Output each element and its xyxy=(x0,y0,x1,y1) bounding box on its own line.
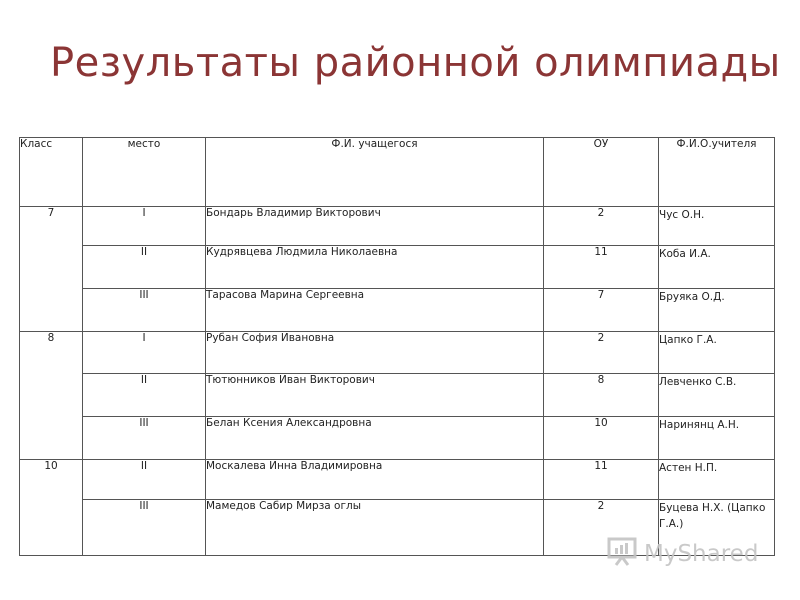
teacher-cell: Астен Н.П. xyxy=(659,460,775,500)
header-school: ОУ xyxy=(544,138,659,207)
school-cell: 2 xyxy=(544,332,659,374)
student-cell: Тарасова Марина Сергеевна xyxy=(206,289,544,332)
place-cell: III xyxy=(83,417,206,460)
table-row xyxy=(20,246,775,289)
teacher-cell: Левченко С.В. xyxy=(659,374,775,417)
student-cell: Белан Ксения Александровна xyxy=(206,417,544,460)
teacher-cell: Наринянц А.Н. xyxy=(659,417,775,460)
watermark-text: MyShared xyxy=(644,541,759,567)
table-row xyxy=(20,207,775,246)
place-cell: II xyxy=(83,246,206,289)
table-row xyxy=(20,374,775,417)
school-cell: 11 xyxy=(544,460,659,500)
school-cell: 8 xyxy=(544,374,659,417)
presentation-board-icon xyxy=(606,536,644,572)
place-cell: III xyxy=(83,289,206,332)
class-cell: 7 xyxy=(20,207,83,332)
results-table xyxy=(19,137,775,556)
page-title: Результаты районной олимпиады xyxy=(50,40,781,86)
teacher-cell: Бруяка О.Д. xyxy=(659,289,775,332)
student-cell: Москалева Инна Владимировна xyxy=(206,460,544,500)
place-cell: II xyxy=(83,460,206,500)
student-cell: Рубан София Ивановна xyxy=(206,332,544,374)
school-cell: 10 xyxy=(544,417,659,460)
teacher-cell: Чус О.Н. xyxy=(659,207,775,246)
school-cell: 7 xyxy=(544,289,659,332)
place-cell: I xyxy=(83,207,206,246)
class-cell: 8 xyxy=(20,332,83,460)
table-row xyxy=(20,332,775,374)
place-cell: I xyxy=(83,332,206,374)
header-place: место xyxy=(83,138,206,207)
header-teacher: Ф.И.О.учителя xyxy=(659,138,775,207)
school-cell: 2 xyxy=(544,207,659,246)
teacher-cell: Коба И.А. xyxy=(659,246,775,289)
table-row xyxy=(20,289,775,332)
table-header-row xyxy=(20,138,775,207)
student-cell: Тютюнников Иван Викторович xyxy=(206,374,544,417)
student-cell: Мамедов Сабир Мирза оглы xyxy=(206,500,544,556)
teacher-cell: Цапко Г.А. xyxy=(659,332,775,374)
school-cell: 11 xyxy=(544,246,659,289)
place-cell: II xyxy=(83,374,206,417)
school-cell: 2 xyxy=(544,500,659,556)
student-cell: Кудрявцева Людмила Николаевна xyxy=(206,246,544,289)
header-student: Ф.И. учащегося xyxy=(206,138,544,207)
class-cell: 10 xyxy=(20,460,83,556)
table-row xyxy=(20,460,775,500)
table-row xyxy=(20,417,775,460)
place-cell: III xyxy=(83,500,206,556)
watermark-logo xyxy=(606,536,758,572)
student-cell: Бондарь Владимир Викторович xyxy=(206,207,544,246)
teacher-cell: Буцева Н.Х. (Цапко Г.А.) xyxy=(659,500,775,556)
header-class: Класс xyxy=(20,138,83,207)
